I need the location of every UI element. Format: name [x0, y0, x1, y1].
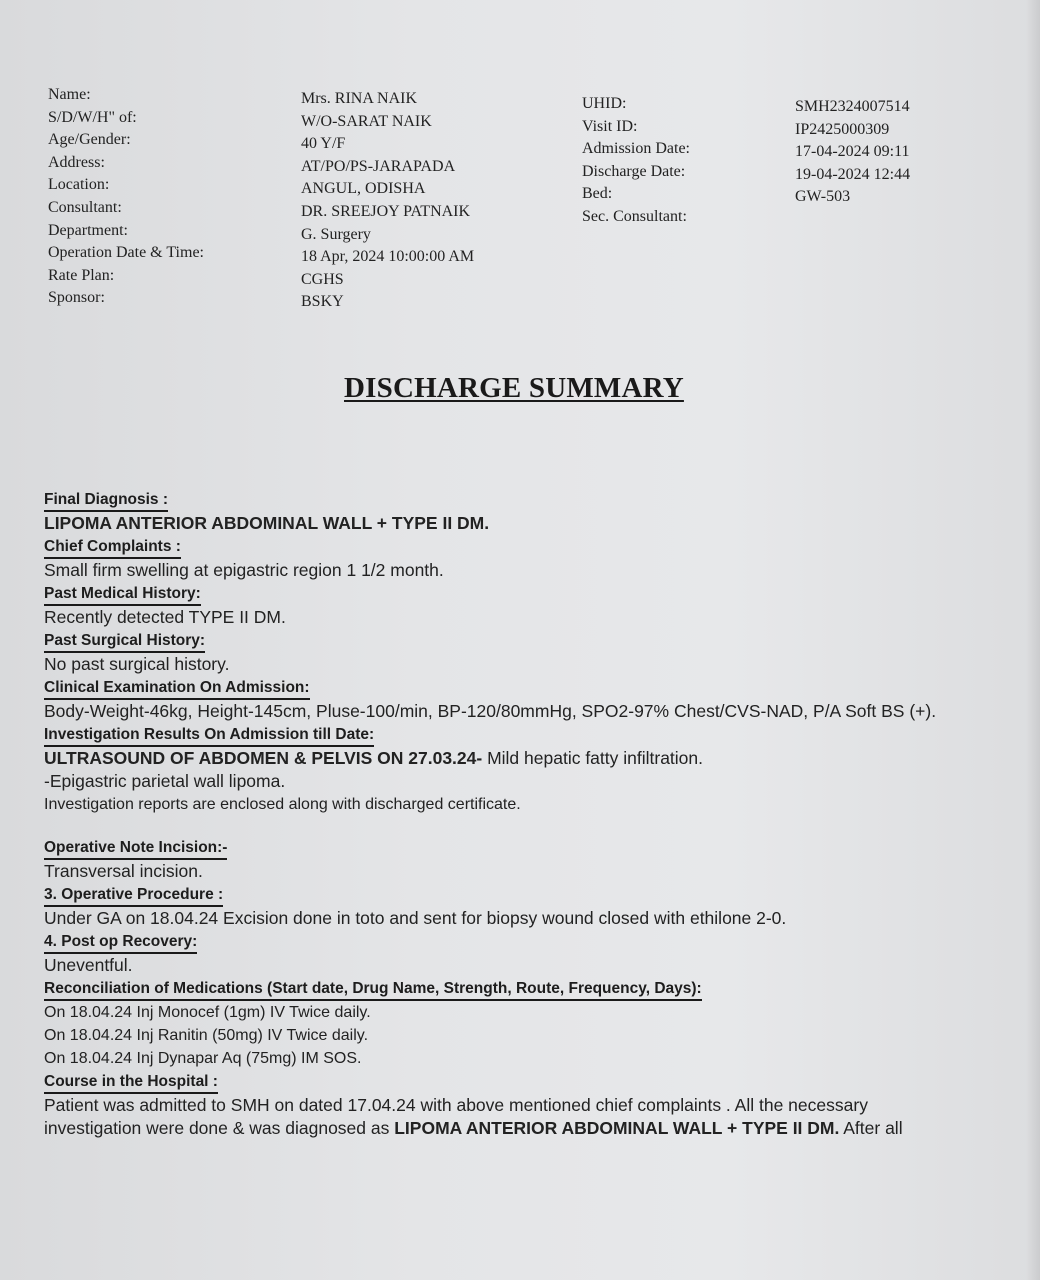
page-edge-shadow	[1026, 0, 1040, 1280]
medication-item: On 18.04.24 Inj Monocef (1gm) IV Twice daily.	[44, 1004, 371, 1021]
clinical-exam-heading: Clinical Examination On Admission:	[44, 678, 310, 700]
page-title: DISCHARGE SUMMARY	[344, 372, 684, 404]
visit-info-values	[795, 96, 910, 209]
medication-item: On 18.04.24 Inj Dynapar Aq (75mg) IM SOS.	[44, 1050, 362, 1067]
label-admission-date: Admission Date:	[582, 140, 690, 158]
chief-complaints-heading: Chief Complaints :	[44, 537, 181, 559]
value-address: AT/PO/PS-JARAPADA	[301, 157, 456, 175]
label-address: Address:	[48, 153, 105, 171]
value-consultant: DR. SREEJOY PATNAIK	[301, 202, 471, 220]
course-heading: Course in the Hospital :	[44, 1072, 218, 1094]
label-visit-id: Visit ID:	[582, 117, 638, 135]
investigation-line-1	[44, 747, 994, 770]
spacer	[44, 816, 994, 836]
past-surgical-section	[44, 629, 994, 676]
post-op-section	[44, 930, 994, 977]
clinical-exam-section	[44, 676, 994, 723]
value-visit-id: IP2425000309	[795, 120, 890, 138]
investigation-line-2: -Epigastric parietal wall lipoma.	[44, 771, 286, 791]
investigation-heading: Investigation Results On Admission till Date:	[44, 725, 374, 747]
final-diagnosis-heading: Final Diagnosis :	[44, 490, 168, 512]
operative-procedure-text: Under GA on 18.04.24 Excision done in toto and sent for biopsy wound closed with ethilone 2-0.	[44, 908, 787, 928]
post-op-heading: 4. Post op Recovery:	[44, 932, 197, 954]
summary-body	[44, 488, 994, 1140]
value-name: Mrs. RINA NAIK	[301, 90, 417, 107]
investigation-line-3: Investigation reports are enclosed along with discharged certificate.	[44, 796, 521, 813]
value-discharge-date: 19-04-2024 12:44	[795, 165, 911, 183]
investigation-ultrasound-label: ULTRASOUND OF ABDOMEN & PELVIS ON 27.03.24-	[44, 748, 483, 768]
investigation-section	[44, 723, 994, 816]
clinical-exam-text: Body-Weight-46kg, Height-145cm, Pluse-100/min, BP-120/80mmHg, SPO2-97% Chest/CVS-NAD, P/A Soft BS (+).	[44, 701, 937, 721]
visit-info-labels	[582, 93, 690, 229]
label-sponsor: Sponsor:	[48, 289, 105, 307]
label-consultant: Consultant:	[48, 198, 122, 216]
past-medical-text: Recently detected TYPE II DM.	[44, 607, 286, 627]
medication-item: On 18.04.24 Inj Ranitin (50mg) IV Twice daily.	[44, 1027, 369, 1044]
medications-section	[44, 977, 994, 1070]
operative-note-heading: Operative Note Incision:-	[44, 838, 227, 860]
value-uhid: SMH2324007514	[795, 98, 910, 115]
medications-heading: Reconciliation of Medications (Start date, Drug Name, Strength, Route, Frequency, Days):	[44, 979, 702, 1001]
operative-note-text: Transversal incision.	[44, 861, 203, 881]
value-admission-date: 17-04-2024 09:11	[795, 143, 910, 161]
value-rate-plan: CGHS	[301, 270, 344, 288]
operative-procedure-section	[44, 883, 994, 930]
patient-info-labels	[48, 84, 204, 310]
course-line-1: Patient was admitted to SMH on dated 17.04.24 with above mentioned chief complaints . All the necessary	[44, 1095, 868, 1115]
label-bed: Bed:	[582, 185, 613, 203]
label-relation: S/D/W/H" of:	[48, 108, 137, 126]
course-diagnosis: LIPOMA ANTERIOR ABDOMINAL WALL + TYPE II DM.	[394, 1118, 840, 1138]
course-line-2-start: investigation were done & was diagnosed as	[44, 1118, 395, 1138]
course-line-2	[44, 1117, 994, 1140]
label-name: Name:	[48, 86, 91, 103]
value-operation-date: 18 Apr, 2024 10:00:00 AM	[301, 248, 475, 266]
value-department: G. Surgery	[301, 225, 371, 243]
label-age-gender: Age/Gender:	[48, 131, 131, 149]
label-uhid: UHID:	[582, 95, 627, 112]
course-line-2-end: After all	[839, 1118, 903, 1138]
past-surgical-heading: Past Surgical History:	[44, 631, 205, 653]
past-medical-section	[44, 582, 994, 629]
operative-procedure-heading: 3. Operative Procedure :	[44, 885, 223, 907]
final-diagnosis-text: LIPOMA ANTERIOR ABDOMINAL WALL + TYPE II DM.	[44, 513, 490, 533]
post-op-text: Uneventful.	[44, 955, 133, 975]
chief-complaints-text: Small firm swelling at epigastric region 1 1/2 month.	[44, 560, 444, 580]
label-department: Department:	[48, 221, 128, 239]
value-location: ANGUL, ODISHA	[301, 180, 426, 198]
investigation-ultrasound-finding: Mild hepatic fatty infiltration.	[482, 748, 704, 768]
value-sponsor: BSKY	[301, 293, 344, 311]
operative-note-section	[44, 836, 994, 883]
label-operation-date: Operation Date & Time:	[48, 244, 204, 262]
final-diagnosis-section	[44, 488, 994, 535]
past-medical-heading: Past Medical History:	[44, 584, 201, 606]
patient-info-values	[301, 88, 474, 314]
label-location: Location:	[48, 176, 110, 194]
course-section	[44, 1070, 994, 1140]
chief-complaints-section	[44, 535, 994, 582]
label-sec-consultant: Sec. Consultant:	[582, 207, 687, 225]
value-age-gender: 40 Y/F	[301, 135, 346, 153]
label-rate-plan: Rate Plan:	[48, 266, 115, 284]
value-relation: W/O-SARAT NAIK	[301, 112, 432, 130]
past-surgical-text: No past surgical history.	[44, 654, 230, 674]
value-bed: GW-503	[795, 188, 851, 206]
label-discharge-date: Discharge Date:	[582, 162, 686, 180]
